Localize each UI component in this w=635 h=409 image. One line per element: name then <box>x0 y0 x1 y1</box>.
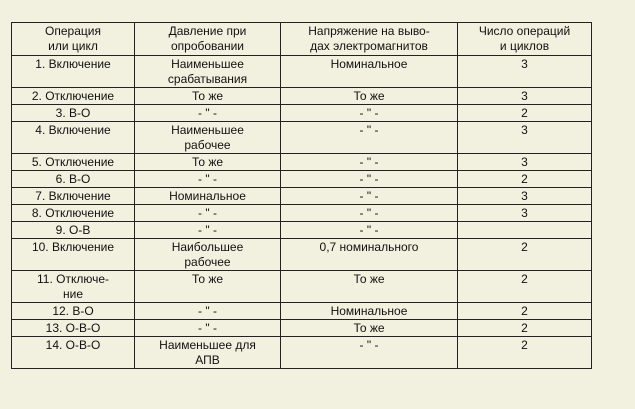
cell-count: 2 <box>458 239 592 271</box>
cell-voltage: - " - <box>281 337 458 369</box>
cell-pressure: То же <box>135 271 281 303</box>
cell-voltage: - " - <box>281 105 458 122</box>
cell-pressure: Наименьшее срабатывания <box>135 56 281 88</box>
cell-pressure: То же <box>135 154 281 171</box>
cell-voltage: - " - <box>281 154 458 171</box>
cell-operation: 6. В-О <box>12 171 135 188</box>
cell-count: 2 <box>458 271 592 303</box>
cell-pressure: Наименьшее для АПВ <box>135 337 281 369</box>
cell-operation: 2. Отключение <box>12 88 135 105</box>
operations-table <box>11 22 592 369</box>
cell-operation: 9. О-В <box>12 222 135 239</box>
cell-count: 3 <box>458 56 592 88</box>
table-row <box>12 171 592 188</box>
cell-pressure: - " - <box>135 222 281 239</box>
table-row <box>12 154 592 171</box>
header-pressure: Давление при опробовании <box>135 23 281 56</box>
cell-voltage: Номинальное <box>281 303 458 320</box>
cell-voltage: Номинальное <box>281 56 458 88</box>
cell-operation: 7. Включение <box>12 188 135 205</box>
table-row <box>12 205 592 222</box>
cell-pressure: Номинальное <box>135 188 281 205</box>
cell-count: 2 <box>458 320 592 337</box>
table-row <box>12 88 592 105</box>
cell-count: 3 <box>458 88 592 105</box>
cell-operation: 5. Отключение <box>12 154 135 171</box>
table-row <box>12 188 592 205</box>
cell-count: 3 <box>458 154 592 171</box>
table-row <box>12 239 592 271</box>
cell-count: 3 <box>458 122 592 154</box>
table-row <box>12 303 592 320</box>
cell-voltage: То же <box>281 320 458 337</box>
table-row <box>12 320 592 337</box>
table-row <box>12 122 592 154</box>
cell-count <box>458 222 592 239</box>
cell-operation: 8. Отключение <box>12 205 135 222</box>
cell-count: 2 <box>458 337 592 369</box>
cell-voltage: То же <box>281 88 458 105</box>
cell-voltage: - " - <box>281 222 458 239</box>
cell-voltage: То же <box>281 271 458 303</box>
cell-operation: 1. Включение <box>12 56 135 88</box>
table-row <box>12 56 592 88</box>
header-count: Число операций и циклов <box>458 23 592 56</box>
cell-count: 3 <box>458 205 592 222</box>
cell-pressure: - " - <box>135 320 281 337</box>
cell-count: 2 <box>458 303 592 320</box>
cell-pressure: Наибольшее рабочее <box>135 239 281 271</box>
cell-pressure: - " - <box>135 303 281 320</box>
cell-pressure: Наименьшее рабочее <box>135 122 281 154</box>
table-row <box>12 337 592 369</box>
table-row <box>12 222 592 239</box>
cell-operation: 13. О-В-О <box>12 320 135 337</box>
cell-voltage: - " - <box>281 122 458 154</box>
cell-pressure: - " - <box>135 171 281 188</box>
cell-operation: 12. В-О <box>12 303 135 320</box>
cell-operation: 14. О-В-О <box>12 337 135 369</box>
cell-voltage: - " - <box>281 205 458 222</box>
cell-operation: 11. Отключе- ние <box>12 271 135 303</box>
table-row <box>12 271 592 303</box>
cell-operation: 10. Включение <box>12 239 135 271</box>
cell-pressure: То же <box>135 88 281 105</box>
table-row <box>12 105 592 122</box>
cell-count: 2 <box>458 171 592 188</box>
header-operation: Операция или цикл <box>12 23 135 56</box>
header-voltage: Напряжение на выво- дах электромагнитов <box>281 23 458 56</box>
cell-voltage: 0,7 номинального <box>281 239 458 271</box>
cell-voltage: - " - <box>281 188 458 205</box>
cell-pressure: - " - <box>135 205 281 222</box>
cell-operation: 3. В-О <box>12 105 135 122</box>
cell-pressure: - " - <box>135 105 281 122</box>
header-row <box>12 23 592 56</box>
cell-count: 3 <box>458 188 592 205</box>
cell-count: 2 <box>458 105 592 122</box>
cell-operation: 4. Включение <box>12 122 135 154</box>
cell-voltage: - " - <box>281 171 458 188</box>
